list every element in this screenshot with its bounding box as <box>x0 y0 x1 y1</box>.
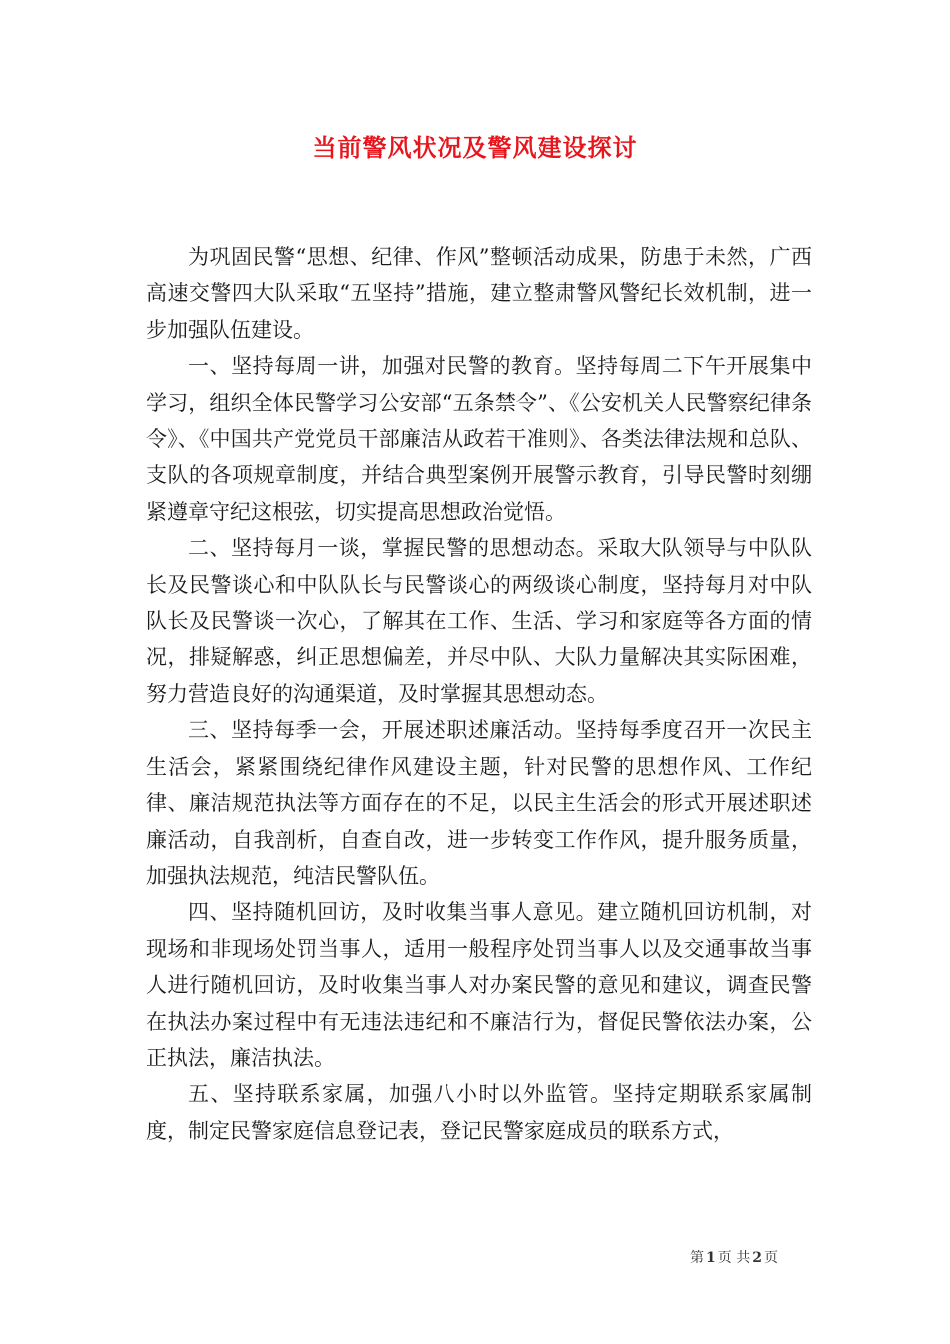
paragraph-point-2: 二、坚持每月一谈，掌握民警的思想动态。采取大队领导与中队队长及民警谈心和中队队长与民警谈心的两级谈心制度，坚持每月对中队队长及民警谈一次心，了解其在工作、生活、学习和家庭等各方面的情况，排疑解惑，纠正思想偏差，并尽中队、大队力量解决其实际困难，努力营造良好的沟通渠道，及时掌握其思想动态。 <box>146 536 812 706</box>
paragraph-point-5: 五、坚持联系家属，加强八小时以外监管。坚持定期联系家属制度，制定民警家庭信息登记表，登记民警家庭成员的联系方式， <box>146 1082 812 1143</box>
footer-current-page: 1 <box>706 1250 716 1266</box>
footer-middle: 页 共 <box>717 1250 751 1266</box>
paragraph-point-1: 一、坚持每周一讲，加强对民警的教育。坚持每周二下午开展集中学习，组织全体民警学习公安部“五条禁令”、《公安机关人民警察纪律条令》、《中国共产党党员干部廉洁从政若干准则》、各类法律法规和总队、支队的各项规章制度，并结合典型案例开展警示教育，引导民警时刻绷紧遵章守纪这根弦，切实提高思想政治觉悟。 <box>146 354 812 524</box>
footer-suffix: 页 <box>763 1250 778 1266</box>
page-footer <box>690 1249 820 1267</box>
document-title: 当前警风状况及警风建设探讨 <box>312 133 638 162</box>
footer-prefix: 第 <box>690 1250 704 1266</box>
document-body <box>146 239 812 1149</box>
paragraph-point-4: 四、坚持随机回访，及时收集当事人意见。建立随机回访机制，对现场和非现场处罚当事人，适用一般程序处罚当事人以及交通事故当事人进行随机回访，及时收集当事人对办案民警的意见和建议，调查民警在执法办案过程中有无违法违纪和不廉洁行为，督促民警依法办案，公正执法，廉洁执法。 <box>146 900 812 1070</box>
paragraph-point-3: 三、坚持每季一会，开展述职述廉活动。坚持每季度召开一次民主生活会，紧紧围绕纪律作风建设主题，针对民警的思想作风、工作纪律、廉洁规范执法等方面存在的不足，以民主生活会的形式开展述职述廉活动，自我剖析，自查自改，进一步转变工作作风，提升服务质量，加强执法规范，纯洁民警队伍。 <box>146 718 812 888</box>
paragraph-intro: 为巩固民警“思想、纪律、作风”整顿活动成果，防患于未然，广西高速交警四大队采取“五坚持”措施，建立整肃警风警纪长效机制，进一步加强队伍建设。 <box>146 245 812 342</box>
footer-total-pages: 2 <box>752 1250 762 1266</box>
